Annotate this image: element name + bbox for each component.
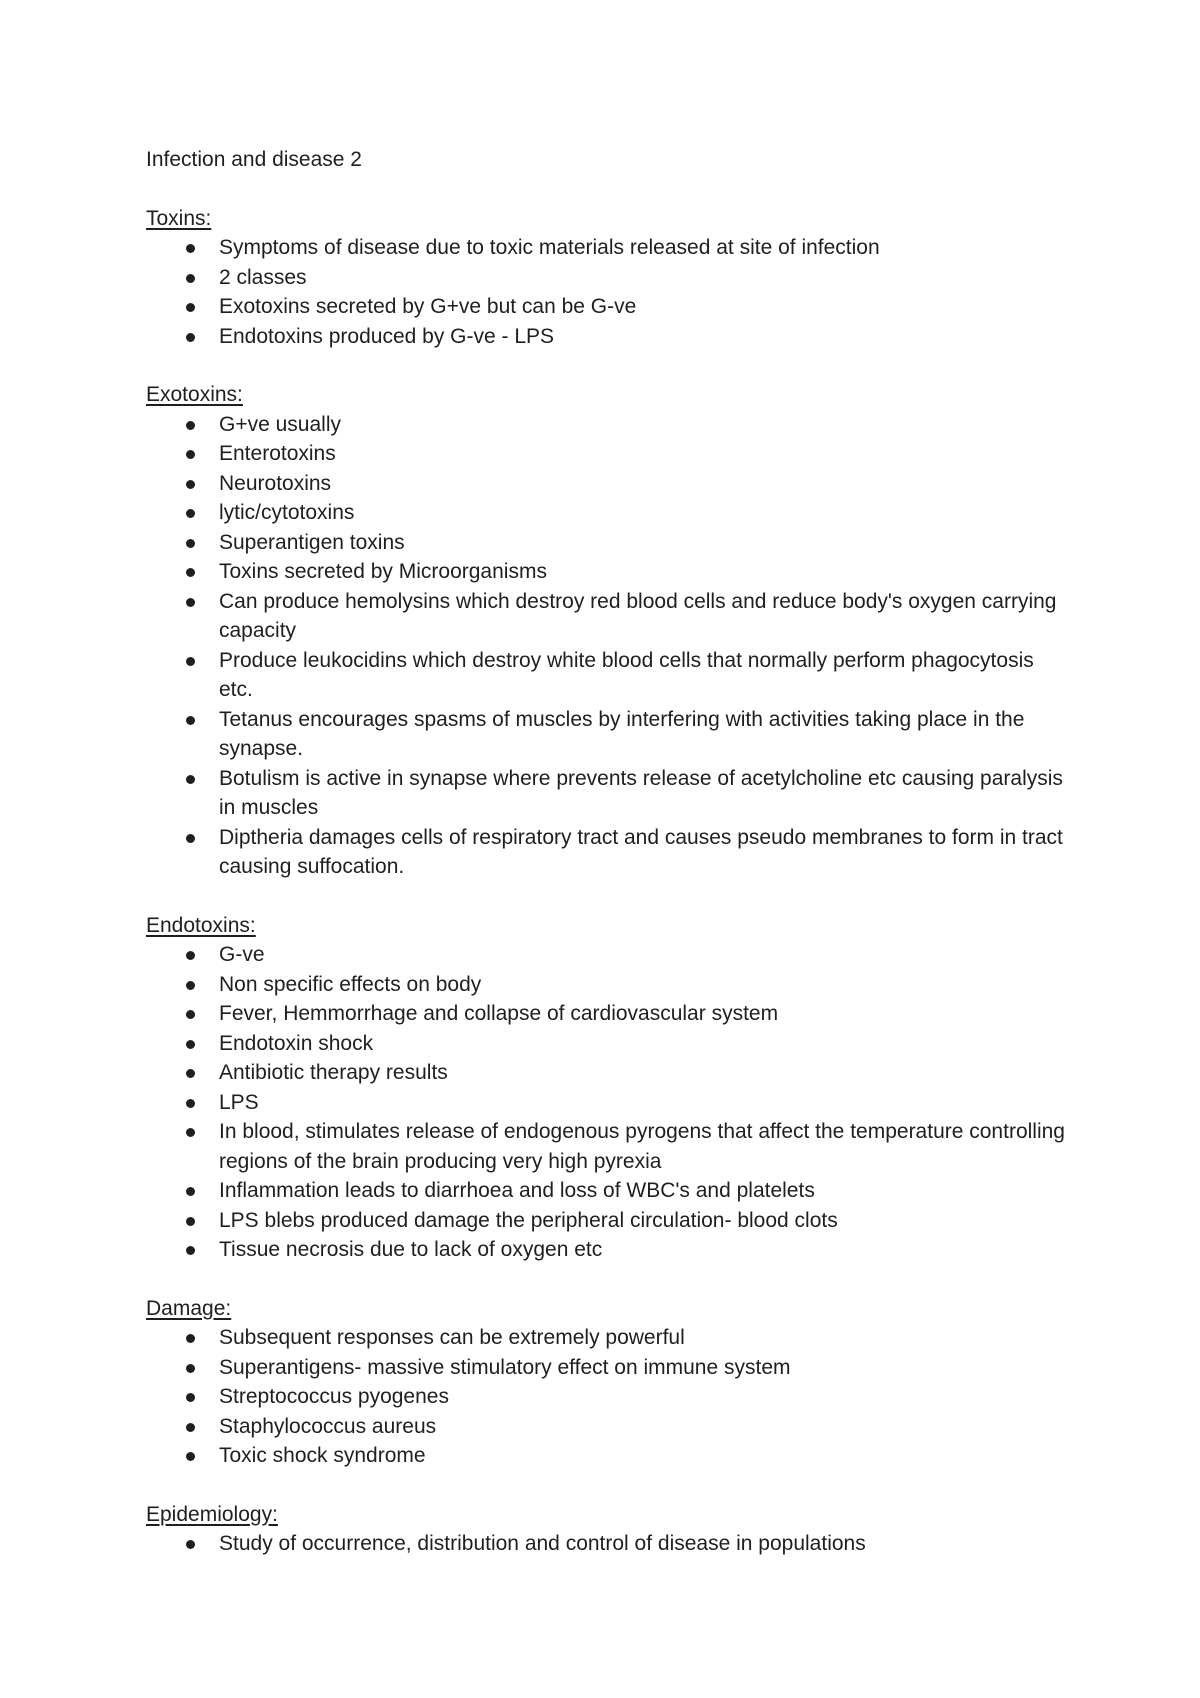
list-item	[146, 1323, 1066, 1353]
bullet-icon	[186, 421, 195, 430]
list-item-text: Staphylococcus aureus	[219, 1414, 437, 1438]
bullet-icon	[186, 1364, 195, 1373]
list-item-text: G-ve	[219, 943, 265, 966]
document-body	[146, 204, 1066, 1559]
list-item	[146, 410, 1066, 440]
list-item	[146, 439, 1066, 469]
list-item	[146, 764, 1066, 823]
section	[146, 380, 1066, 882]
bullet-icon	[186, 539, 195, 548]
bullet-icon	[186, 303, 195, 312]
list-item	[146, 498, 1066, 528]
bullet-icon	[186, 775, 195, 784]
list-item	[146, 970, 1066, 1000]
list-item-text: LPS blebs produced damage the peripheral circulation- blood clots	[219, 1208, 838, 1232]
bullet-icon	[186, 1452, 195, 1461]
list-item	[146, 1441, 1066, 1471]
list-item-text: In blood, stimulates release of endogenous pyrogens that affect the temperature controlling regions of the brain producing very high pyrexia	[219, 1120, 1065, 1173]
bullet-icon	[186, 598, 195, 607]
list-item-text: Exotoxins secreted by G+ve but can be G-ve	[219, 295, 637, 318]
list-item-text: Symptoms of disease due to toxic materials released at site of infection	[219, 236, 880, 259]
bullet-icon	[186, 450, 195, 459]
list-item	[146, 322, 1066, 352]
list-item-text: Enterotoxins	[219, 442, 336, 465]
bullet-icon	[186, 657, 195, 666]
list-item	[146, 233, 1066, 263]
bullet-icon	[186, 716, 195, 725]
bullet-list	[146, 1529, 1066, 1559]
section-heading: Exotoxins:	[146, 383, 243, 406]
list-item	[146, 1235, 1066, 1265]
section	[146, 1294, 1066, 1471]
bullet-icon	[186, 1187, 195, 1196]
list-item-text: Can produce hemolysins which destroy red blood cells and reduce body's oxygen carrying capacity	[219, 589, 1057, 642]
list-item	[146, 999, 1066, 1029]
bullet-icon	[186, 981, 195, 990]
bullet-icon	[186, 1099, 195, 1108]
list-item-text: Inflammation leads to diarrhoea and loss of WBC's and platelets	[219, 1179, 815, 1202]
list-item	[146, 1412, 1066, 1442]
section	[146, 911, 1066, 1265]
list-item-text: Antibiotic therapy results	[219, 1061, 448, 1084]
section	[146, 204, 1066, 352]
bullet-icon	[186, 1069, 195, 1078]
list-item-text: G+ve usually	[219, 412, 341, 436]
section	[146, 1500, 1066, 1559]
list-item-text: Toxins secreted by Microorganisms	[219, 560, 547, 583]
bullet-icon	[186, 1423, 195, 1432]
bullet-list	[146, 233, 1066, 351]
list-item	[146, 1382, 1066, 1412]
bullet-icon	[186, 1040, 195, 1049]
list-item-text: Superantigens- massive stimulatory effect on immune system	[219, 1355, 791, 1379]
bullet-icon	[186, 1128, 195, 1137]
list-item	[146, 557, 1066, 587]
list-item-text: Botulism is active in synapse where prevents release of acetylcholine etc causing paralysis in muscles	[219, 766, 1063, 819]
list-item	[146, 1029, 1066, 1059]
list-item-text: Tetanus encourages spasms of muscles by interfering with activities taking place in the synapse.	[219, 707, 1025, 760]
bullet-icon	[186, 568, 195, 577]
list-item	[146, 823, 1066, 882]
list-item-text: Superantigen toxins	[219, 530, 405, 554]
list-item	[146, 292, 1066, 322]
list-item-text: lytic/cytotoxins	[219, 501, 355, 524]
bullet-list	[146, 410, 1066, 882]
bullet-icon	[186, 509, 195, 518]
list-item-text: Diptheria damages cells of respiratory tract and causes pseudo membranes to form in tract causing suffocation.	[219, 825, 1063, 878]
list-item	[146, 1529, 1066, 1559]
list-item-text: 2 classes	[219, 265, 307, 289]
bullet-icon	[186, 1540, 195, 1549]
list-item-text: Fever, Hemmorrhage and collapse of cardiovascular system	[219, 1002, 779, 1025]
list-item	[146, 1058, 1066, 1088]
list-item-text: Produce leukocidins which destroy white blood cells that normally perform phagocytosis etc.	[219, 648, 1034, 701]
list-item	[146, 705, 1066, 764]
list-item-text: Tissue necrosis due to lack of oxygen etc	[219, 1238, 603, 1261]
bullet-icon	[186, 834, 195, 843]
list-item	[146, 1117, 1066, 1176]
list-item-text: Toxic shock syndrome	[219, 1444, 426, 1467]
list-item	[146, 1088, 1066, 1118]
bullet-icon	[186, 274, 195, 283]
list-item	[146, 1206, 1066, 1236]
bullet-icon	[186, 1217, 195, 1226]
bullet-icon	[186, 1334, 195, 1343]
list-item-text: Subsequent responses can be extremely powerful	[219, 1326, 685, 1349]
list-item	[146, 528, 1066, 558]
list-item-text: Endotoxin shock	[219, 1031, 374, 1055]
bullet-icon	[186, 333, 195, 342]
list-item	[146, 469, 1066, 499]
bullet-icon	[186, 1393, 195, 1402]
section-heading: Endotoxins:	[146, 913, 256, 937]
list-item-text: LPS	[219, 1090, 259, 1114]
bullet-icon	[186, 480, 195, 489]
list-item-text: Endotoxins produced by G-ve - LPS	[219, 324, 555, 348]
list-item-text: Streptococcus pyogenes	[219, 1385, 449, 1408]
bullet-icon	[186, 244, 195, 253]
list-item-text: Non specific effects on body	[219, 972, 482, 996]
list-item	[146, 263, 1066, 293]
list-item	[146, 1176, 1066, 1206]
list-item	[146, 1353, 1066, 1383]
bullet-list	[146, 940, 1066, 1265]
section-heading: Damage:	[146, 1296, 232, 1320]
list-item-text: Neurotoxins	[219, 471, 332, 495]
list-item	[146, 940, 1066, 970]
section-heading: Epidemiology:	[146, 1502, 278, 1526]
bullet-list	[146, 1323, 1066, 1471]
list-item-text: Study of occurrence, distribution and control of disease in populations	[219, 1532, 866, 1555]
section-heading: Toxins:	[146, 206, 212, 230]
document-title: Infection and disease 2	[146, 148, 362, 171]
document-page	[146, 145, 1066, 1588]
list-item	[146, 646, 1066, 705]
bullet-icon	[186, 1246, 195, 1255]
bullet-icon	[186, 951, 195, 960]
list-item	[146, 587, 1066, 646]
bullet-icon	[186, 1010, 195, 1019]
